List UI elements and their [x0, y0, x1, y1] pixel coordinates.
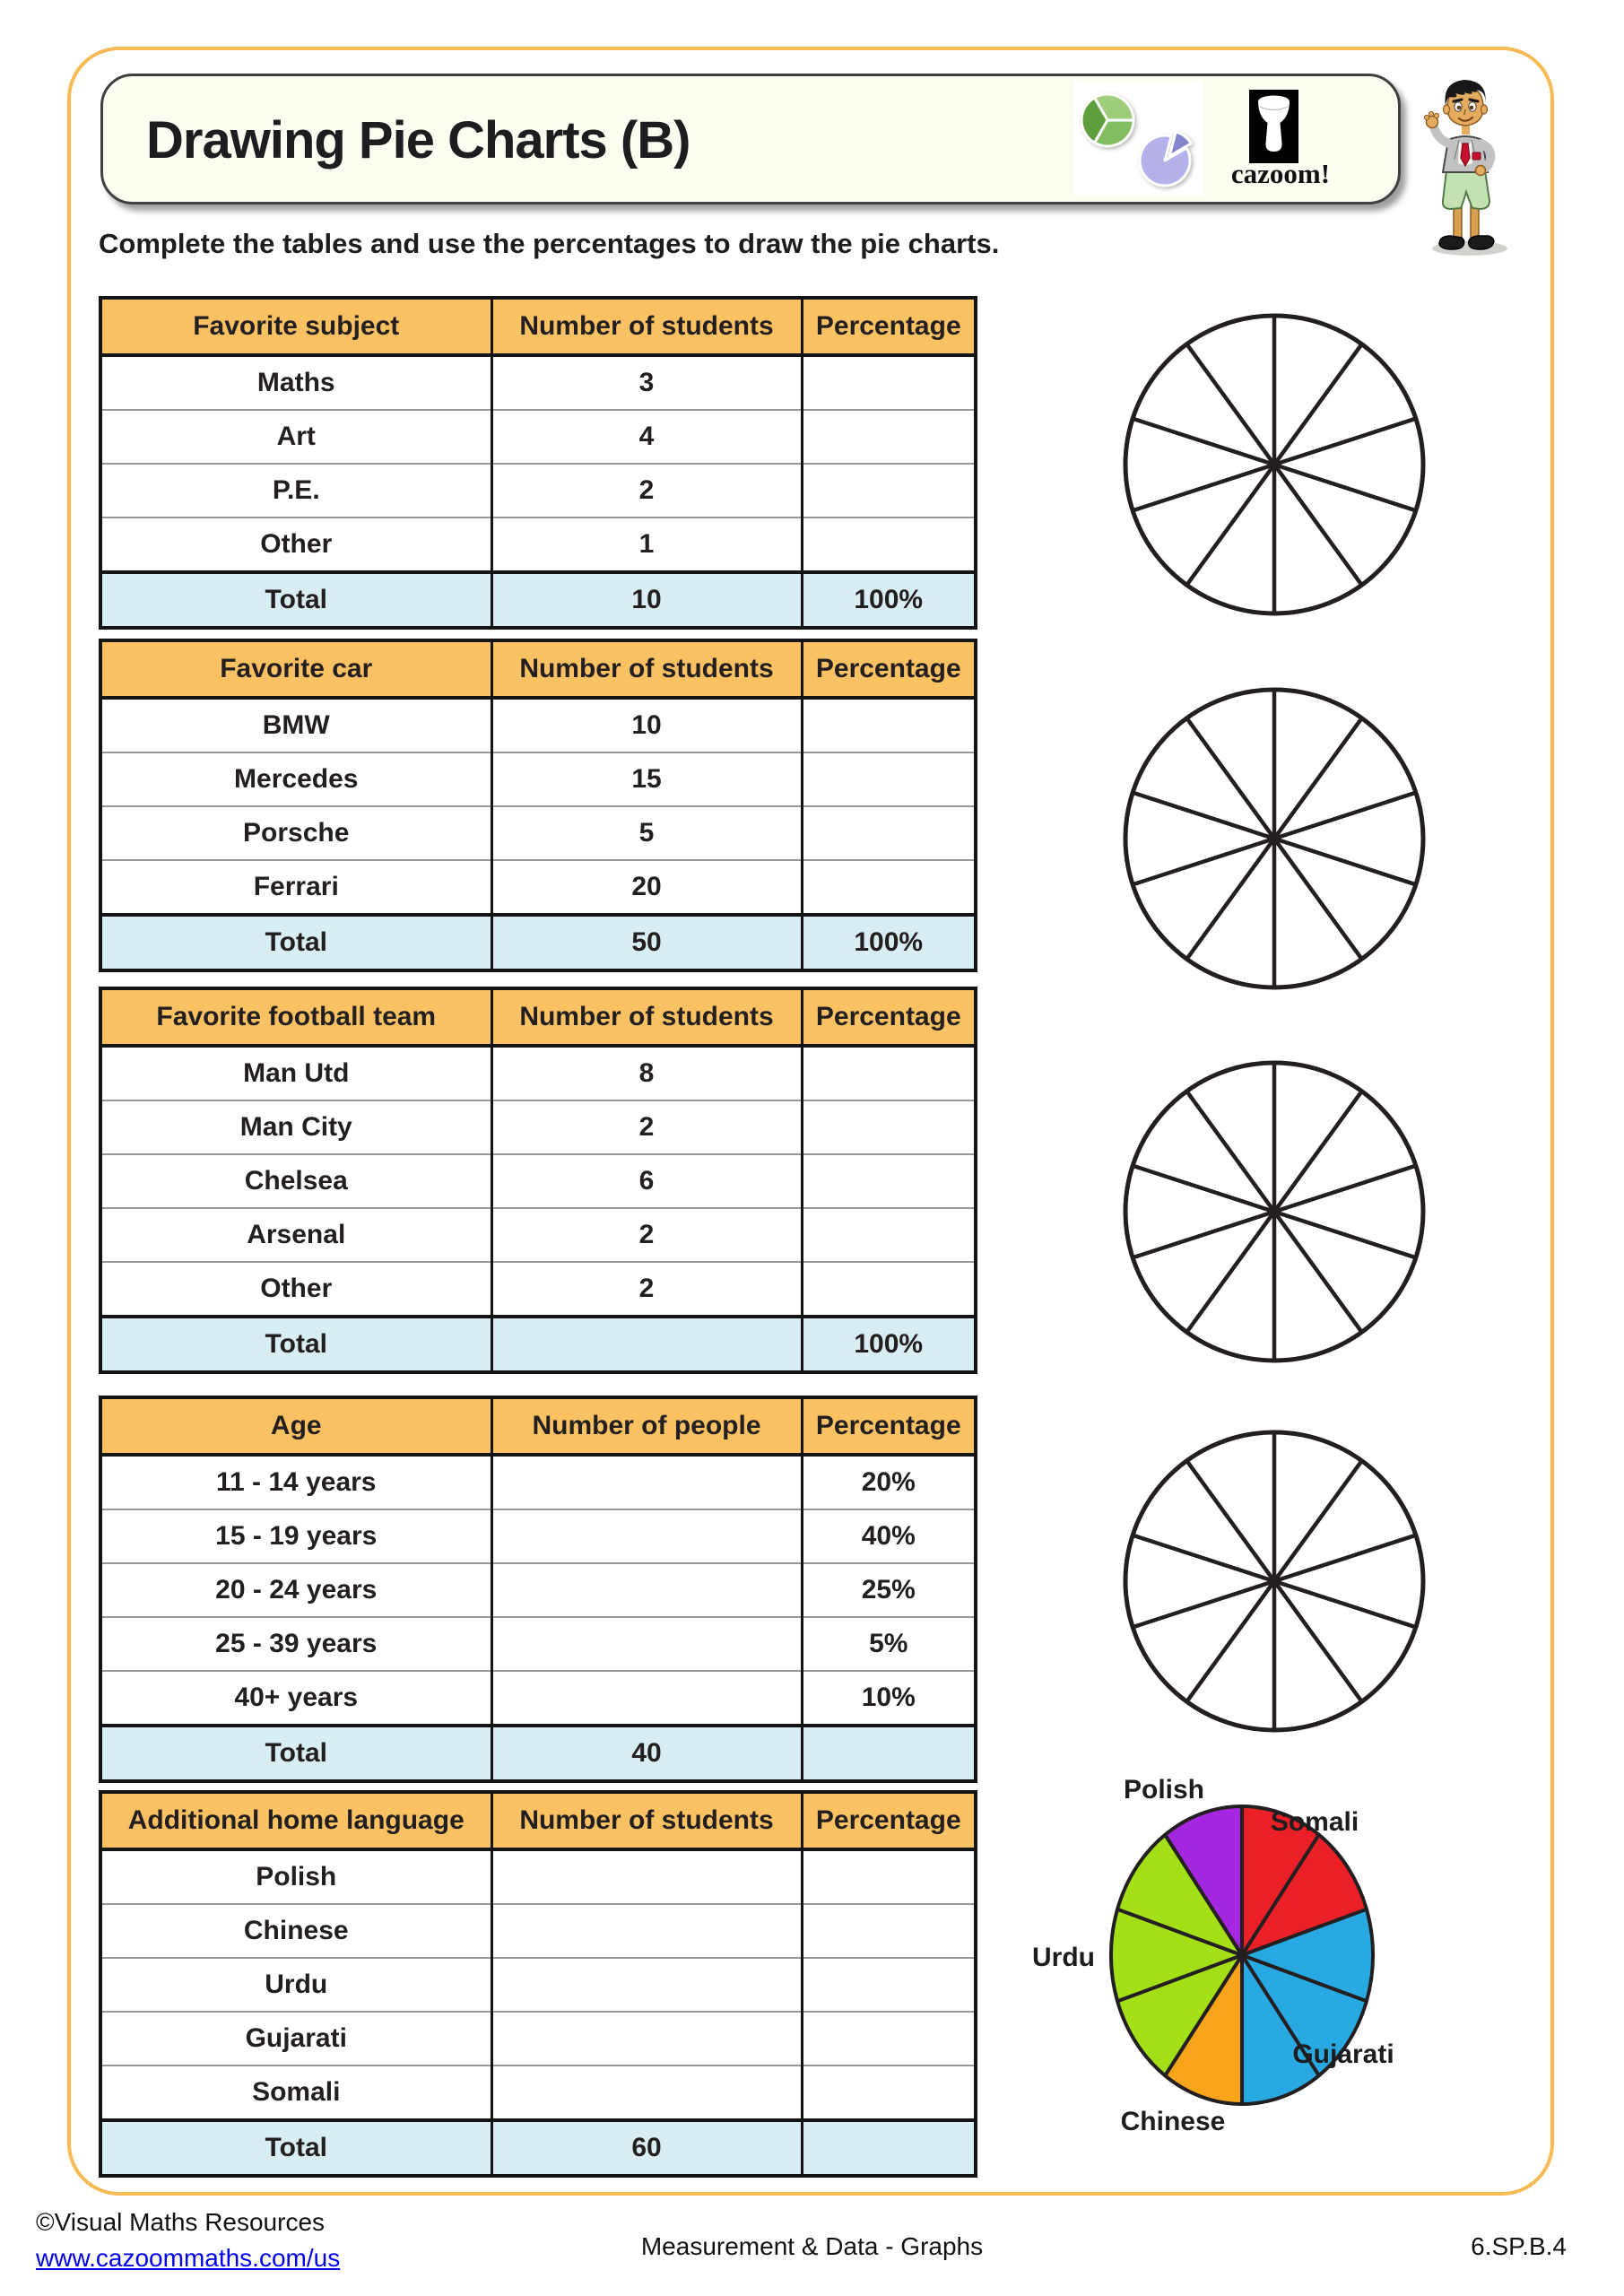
- table-additional-home-language: [99, 1790, 977, 2178]
- answer-cell: [491, 1849, 802, 1904]
- column-header: Favorite subject: [100, 298, 491, 355]
- cell: 6: [491, 1154, 802, 1208]
- column-header: Number of students: [491, 1792, 802, 1849]
- cell: 2: [491, 1208, 802, 1262]
- answer-cell: [491, 2012, 802, 2066]
- table-header-row: [100, 640, 976, 698]
- answer-cell: [802, 1100, 976, 1154]
- copyright-text: ©Visual Maths Resources: [36, 2208, 326, 2236]
- cell: 4: [491, 410, 802, 464]
- cell: 15 - 19 years: [100, 1509, 491, 1563]
- cell: Urdu: [100, 1958, 491, 2012]
- table-row: [100, 355, 976, 410]
- cell: 10%: [802, 1671, 976, 1726]
- pie-chart-template-3: [1113, 1050, 1436, 1373]
- column-header: Percentage: [802, 640, 976, 698]
- table-row: [100, 2066, 976, 2120]
- green-pie-icon: [1081, 94, 1133, 146]
- table-header-row: [100, 1792, 976, 1849]
- answer-cell: [491, 1958, 802, 2012]
- cazoom-logo-text: cazoom!: [1230, 158, 1331, 189]
- table-header-row: [100, 1397, 976, 1455]
- table-row: [100, 1904, 976, 1958]
- cell: 2: [491, 464, 802, 517]
- answer-cell: [802, 2012, 976, 2066]
- table-row: [100, 860, 976, 915]
- table-row: [100, 806, 976, 860]
- purple-pie-icon: [1140, 132, 1191, 186]
- pie-slice-label-gujarati: Gujarati: [1292, 2039, 1394, 2069]
- table-row: [100, 1455, 976, 1509]
- answer-cell: [491, 1904, 802, 1958]
- column-header: Age: [100, 1397, 491, 1455]
- total-row: [100, 915, 976, 970]
- cell: 40%: [802, 1509, 976, 1563]
- table-row: [100, 1563, 976, 1617]
- total-row: [100, 1317, 976, 1372]
- cell: 100%: [802, 915, 976, 970]
- answer-cell: [802, 410, 976, 464]
- pie-charts-topic-icon: [1074, 81, 1203, 196]
- answer-cell: [802, 860, 976, 915]
- pie-chart-template-4: [1113, 1420, 1436, 1743]
- cell: Somali: [100, 2066, 491, 2120]
- cell: Total: [100, 2120, 491, 2176]
- cell: 1: [491, 517, 802, 572]
- total-row: [100, 572, 976, 628]
- cell: 20%: [802, 1455, 976, 1509]
- column-header: Percentage: [802, 1397, 976, 1455]
- cell: 25 - 39 years: [100, 1617, 491, 1671]
- column-header: Percentage: [802, 988, 976, 1046]
- cazoom-logo: [1249, 90, 1298, 163]
- cell: 3: [491, 355, 802, 410]
- table-age: [99, 1396, 977, 1783]
- column-header: Number of people: [491, 1397, 802, 1455]
- table-favorite-subject: [99, 296, 977, 630]
- column-header: Percentage: [802, 298, 976, 355]
- cell: Total: [100, 915, 491, 970]
- pie-slice-label-somali: Somali: [1270, 1807, 1359, 1837]
- column-header: Favorite car: [100, 640, 491, 698]
- answer-cell: [491, 1617, 802, 1671]
- footer-topic-text: Measurement & Data - Graphs: [640, 2232, 984, 2260]
- table-row: [100, 517, 976, 572]
- cell: Man Utd: [100, 1046, 491, 1100]
- cell: Art: [100, 410, 491, 464]
- cell: 10: [491, 572, 802, 628]
- cell: Total: [100, 572, 491, 628]
- cell: 40: [491, 1726, 802, 1781]
- table-row: [100, 1509, 976, 1563]
- cell: 20 - 24 years: [100, 1563, 491, 1617]
- table-row: [100, 698, 976, 752]
- pie-chart-template-1: [1113, 303, 1436, 626]
- answer-cell: [802, 1726, 976, 1781]
- standard-code: 6.SP.B.4: [1471, 2232, 1567, 2260]
- answer-cell: [802, 1262, 976, 1317]
- cell: Chinese: [100, 1904, 491, 1958]
- answer-cell: [802, 698, 976, 752]
- cell: 5: [491, 806, 802, 860]
- answer-cell: [802, 1849, 976, 1904]
- cell: Other: [100, 517, 491, 572]
- cell: 60: [491, 2120, 802, 2176]
- cell: 15: [491, 752, 802, 806]
- total-row: [100, 1726, 976, 1781]
- table-row: [100, 1208, 976, 1262]
- table-row: [100, 752, 976, 806]
- answer-cell: [802, 2066, 976, 2120]
- answer-cell: [491, 2066, 802, 2120]
- pie-slice-label-chinese: Chinese: [1120, 2107, 1226, 2136]
- cazoom-website-link[interactable]: www.cazoommaths.com/us: [36, 2244, 341, 2272]
- cell: Total: [100, 1726, 491, 1781]
- answer-cell: [802, 2120, 976, 2176]
- cell: 2: [491, 1262, 802, 1317]
- table-favorite-car: [99, 639, 977, 972]
- column-header: Additional home language: [100, 1792, 491, 1849]
- pie-slice-label-polish: Polish: [1123, 1775, 1205, 1805]
- answer-cell: [802, 1046, 976, 1100]
- column-header: Number of students: [491, 298, 802, 355]
- page-title: Drawing Pie Charts (B): [146, 111, 690, 170]
- title-bar: [100, 74, 1401, 204]
- answer-cell: [491, 1509, 802, 1563]
- answer-cell: [491, 1563, 802, 1617]
- cell: 5%: [802, 1617, 976, 1671]
- table-row: [100, 1262, 976, 1317]
- table-row: [100, 1154, 976, 1208]
- mascot-boy: [1420, 72, 1513, 260]
- column-header: Number of students: [491, 640, 802, 698]
- instruction-text: Complete the tables and use the percentages to draw the pie charts.: [99, 228, 1000, 259]
- answer-cell: [802, 1208, 976, 1262]
- table-row: [100, 1671, 976, 1726]
- cell: 25%: [802, 1563, 976, 1617]
- cell: Chelsea: [100, 1154, 491, 1208]
- table-favorite-football-team: [99, 987, 977, 1374]
- answer-cell: [802, 806, 976, 860]
- cell: 40+ years: [100, 1671, 491, 1726]
- cell: 100%: [802, 572, 976, 628]
- answer-cell: [802, 464, 976, 517]
- table-header-row: [100, 988, 976, 1046]
- column-header: Favorite football team: [100, 988, 491, 1046]
- cell: Gujarati: [100, 2012, 491, 2066]
- cell: 11 - 14 years: [100, 1455, 491, 1509]
- table-row: [100, 464, 976, 517]
- cell: Other: [100, 1262, 491, 1317]
- column-header: Percentage: [802, 1792, 976, 1849]
- answer-cell: [802, 517, 976, 572]
- total-row: [100, 2120, 976, 2176]
- answer-cell: [802, 355, 976, 410]
- cell: 100%: [802, 1317, 976, 1372]
- table-row: [100, 1958, 976, 2012]
- cell: Polish: [100, 1849, 491, 1904]
- cell: Mercedes: [100, 752, 491, 806]
- pie-chart-template-2: [1113, 677, 1436, 1000]
- cell: 10: [491, 698, 802, 752]
- cell: Arsenal: [100, 1208, 491, 1262]
- table-row: [100, 1849, 976, 1904]
- cell: Ferrari: [100, 860, 491, 915]
- table-row: [100, 2012, 976, 2066]
- answer-cell: [802, 752, 976, 806]
- cell: 50: [491, 915, 802, 970]
- table-row: [100, 1100, 976, 1154]
- cell: 8: [491, 1046, 802, 1100]
- cell: P.E.: [100, 464, 491, 517]
- cell: BMW: [100, 698, 491, 752]
- answer-cell: [491, 1317, 802, 1372]
- answer-cell: [802, 1154, 976, 1208]
- answer-cell: [802, 1904, 976, 1958]
- table-row: [100, 410, 976, 464]
- answer-cell: [491, 1455, 802, 1509]
- column-header: Number of students: [491, 988, 802, 1046]
- table-row: [100, 1046, 976, 1100]
- cell: Porsche: [100, 806, 491, 860]
- answer-cell: [491, 1671, 802, 1726]
- answer-cell: [802, 1958, 976, 2012]
- table-header-row: [100, 298, 976, 355]
- cell: Maths: [100, 355, 491, 410]
- cell: Total: [100, 1317, 491, 1372]
- cell: 2: [491, 1100, 802, 1154]
- cell: 20: [491, 860, 802, 915]
- cell: Man City: [100, 1100, 491, 1154]
- pie-slice-label-urdu: Urdu: [1032, 1943, 1095, 1972]
- table-row: [100, 1617, 976, 1671]
